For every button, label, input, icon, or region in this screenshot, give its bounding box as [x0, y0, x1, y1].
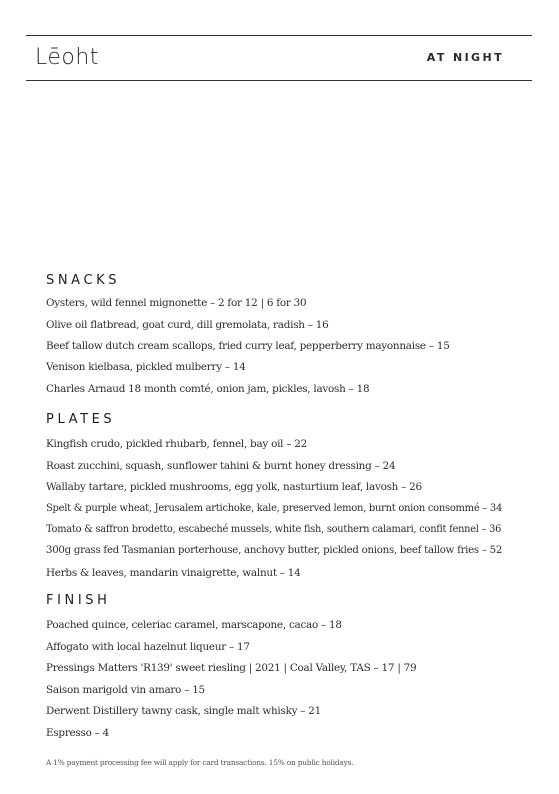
- menu-item: 300g grass fed Tasmanian porterhouse, anchovy butter, pickled onions, beef tallow fries – 52: [46, 545, 503, 556]
- menu-item: Herbs & leaves, mandarin vinaigrette, walnut – 14: [46, 567, 301, 579]
- menu-item: Venison kielbasa, pickled mulberry – 14: [46, 361, 246, 373]
- menu-item: Pressings Matters 'R139' sweet riesling | 2021 | Coal Valley, TAS – 17 | 79: [46, 662, 417, 674]
- menu-item: Charles Arnaud 18 month comté, onion jam, pickles, lavosh – 18: [46, 383, 370, 395]
- menu-item: Roast zucchini, squash, sunflower tahini & burnt honey dressing – 24: [46, 460, 396, 472]
- menu-tagline: AT NIGHT: [426, 51, 504, 64]
- menu-item: Kingfish crudo, pickled rhubarb, fennel, bay oil – 22: [46, 438, 308, 450]
- payment-fee-note: A 1% payment processing fee will apply for card transactions. 15% on public holidays.: [46, 758, 354, 767]
- menu-item: Olive oil flatbread, goat curd, dill gremolata, radish – 16: [46, 319, 329, 331]
- menu-item: Wallaby tartare, pickled mushrooms, egg yolk, nasturtium leaf, lavosh – 26: [46, 481, 422, 493]
- menu-item: Spelt & purple wheat, Jerusalem artichoke, kale, preserved lemon, burnt onion consommé – 34: [46, 503, 503, 514]
- menu-item: Oysters, wild fennel mignonette – 2 for 12 | 6 for 30: [46, 297, 307, 309]
- logo: Lēoht: [35, 45, 99, 70]
- menu-item: Affogato with local hazelnut liqueur – 17: [46, 641, 250, 653]
- menu-item: Poached quince, celeriac caramel, marscapone, cacao – 18: [46, 619, 342, 631]
- menu-header: [26, 35, 532, 81]
- menu-item: Saison marigold vin amaro – 15: [46, 684, 205, 696]
- menu-item: Espresso – 4: [46, 727, 110, 739]
- section-title-plates: PLATES: [46, 412, 116, 427]
- menu-item: Derwent Distillery tawny cask, single malt whisky – 21: [46, 705, 322, 717]
- section-title-snacks: SNACKS: [46, 273, 121, 288]
- section-title-finish: FINISH: [46, 593, 111, 608]
- menu-item: Beef tallow dutch cream scallops, fried curry leaf, pepperberry mayonnaise – 15: [46, 340, 450, 352]
- menu-item: Tomato & saffron brodetto, escabeché mussels, white fish, southern calamari, confit fennel – 36: [46, 524, 502, 535]
